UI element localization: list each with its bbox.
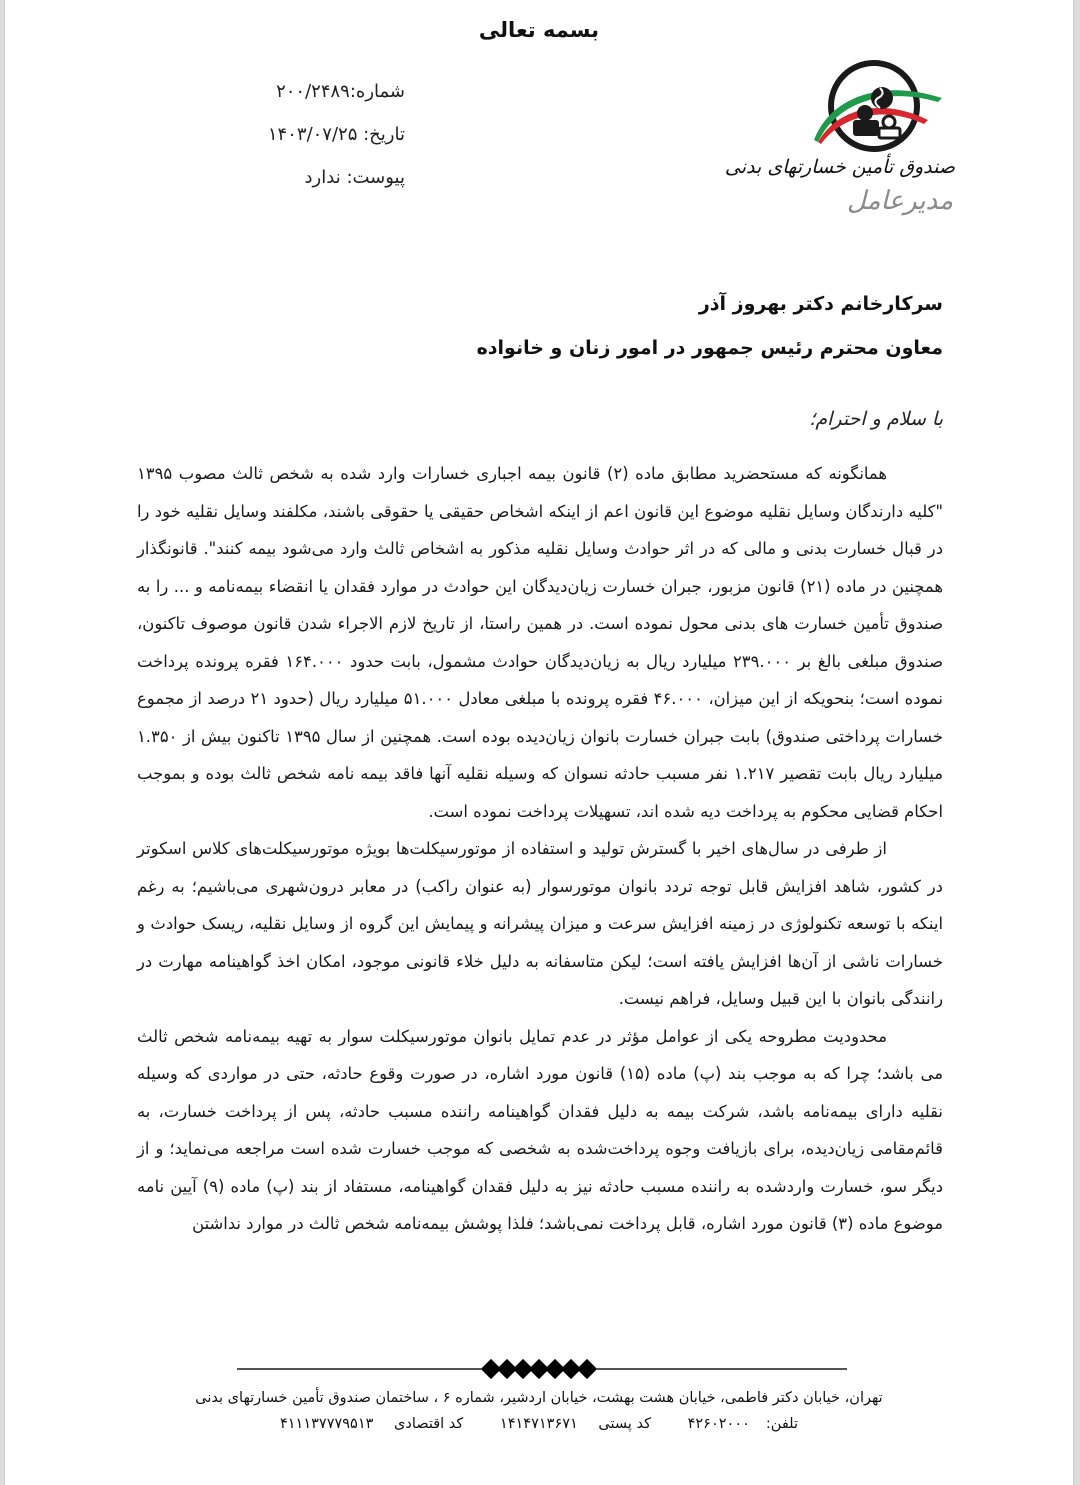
footer-contact (5, 1411, 1073, 1437)
phone-value: ۴۲۶۰۲۰۰۰ (687, 1416, 750, 1432)
body-paragraph-2: از طرفی در سال‌های اخیر با گسترش تولید و استفاده از موتورسیکلت‌ها بویژه موتورسیکلت‌های کلاس اسکوتر در کشور، شاهد افزایش قابل توجه تردد بانوان موتورسوار (به عنوان راکب) در معابر درون‌شهری می‌باشیم؛ به رغم اینکه با توسعه تکنولوژی در زمینه افزایش سرعت و میزان پیشرانه و پیمایش این گروه از وسایل نقلیه، ریسک حوادث و خسارات ناشی از آن‌ها افزایش یافته است؛ لیکن متاسفانه به دلیل خلاء قانونی موجود، امکان اخذ گواهینامه مهارت در رانندگی بانوان با این قبیل وسایل، فراهم نیست. (137, 839, 943, 1008)
letter-date-value: ۱۴۰۳/۰۷/۲۵ (267, 124, 358, 145)
letter-attachment (155, 156, 405, 199)
letter-number-value: ۲۰۰/۲۴۸۹ (276, 81, 350, 102)
org-emblem-icon (810, 58, 950, 154)
sender-title: مدیرعامل (846, 186, 954, 216)
greeting: با سلام و احترام؛ (809, 408, 943, 430)
postal-value: ۱۴۱۴۷۱۳۶۷۱ (499, 1416, 578, 1432)
postal-label: کد پستی (598, 1416, 651, 1432)
letter-page (4, 0, 1074, 1485)
footer-econ-code (272, 1416, 471, 1432)
letter-meta (155, 70, 405, 199)
econ-value: ۴۱۱۱۳۷۷۷۹۵۱۳ (279, 1416, 374, 1432)
letter-date-label: تاریخ: (363, 124, 405, 145)
body-paragraph-3: محدودیت مطروحه یکی از عوامل مؤثر در عدم تمایل بانوان موتورسیکلت سوار به تهیه بیمه‌نامه شخص ثالث می باشد؛ چرا که به موجب بند (پ) ماده (۱۵) قانون مورد اشاره، در صورت وقوع حادثه، حتی در مواردی که وسیله نقلیه دارای بیمه‌نامه باشد، شرکت بیمه به دلیل فقدان گواهینامه راننده مسبب حادثه، پس از پرداخت خسارت، به قائم‌مقامی زیان‌دیده، برای بازیافت وجوه پرداخت‌شده به شخصی که موجب خسارت شده است مراجعه می‌نماید؛ و از دیگر سو، خسارت واردشده به راننده مسبب حادثه نیز به دلیل فقدان گواهینامه، مستفاد از بند (پ) ماده (۹) آیین نامه موضوع ماده (۳) قانون مورد اشاره، قابل پرداخت نمی‌باشد؛ فلذا پوشش بیمه‌نامه شخص ثالث در موارد نداشتن (137, 1026, 943, 1233)
org-name: صندوق تأمین خسارتهای بدنی (724, 156, 955, 178)
econ-label: کد اقتصادی (394, 1416, 464, 1432)
letter-attachment-value: ندارد (304, 167, 341, 188)
recipient-position: معاون محترم رئیس جمهور در امور زنان و خانواده (476, 337, 943, 359)
bismillah-heading: بسمه تعالی (478, 18, 600, 42)
recipient-block (477, 282, 943, 370)
phone-label: تلفن: (765, 1416, 799, 1432)
diamond-icon (577, 1359, 597, 1379)
letter-body (137, 455, 943, 1243)
footer-address: تهران، خیابان دکتر فاطمی، خیابان هشت بهشت، خیابان اردشیر، شماره ۶ ، ساختمان صندوق تأمین خسارتهای بدنی (195, 1390, 883, 1406)
recipient-name: سرکارخانم دکتر بهروز آذر (698, 293, 943, 315)
footer-phone (680, 1416, 806, 1432)
body-paragraph-1: همانگونه که مستحضرید مطابق ماده (۲) قانون بیمه اجباری خسارات وارد شده به شخص ثالث مصوب ۱۳۹۵ "کلیه دارندگان وسایل نقلیه موضوع این قانون اعم از اینکه اشخاص حقیقی یا حقوقی باشند، مکلفند وسایل نقلیه خود را در قبال خسارت بدنی و مالی که در اثر حوادث وسایل نقلیه مذکور به اشخاص ثالث وارد می‌شود بیمه کنند". قانونگذار همچنین در ماده (۲۱) قانون مزبور، جبران خسارت زیان‌دیدگان این حوادث در موارد فقدان یا انقضاء بیمه‌نامه و ... را به صندوق تأمین خسارت های بدنی محول نموده است. در همین راستا، از تاریخ لازم الاجراء شدن قانون موصوف تاکنون، صندوق مبلغی بالغ بر ۲۳۹.۰۰۰ میلیارد ریال به زیان‌دیدگان حوادث مشمول، بابت حدود ۱۶۴.۰۰۰ فقره پرونده پرداخت نموده است؛ بنحویکه از این میزان، ۴۶.۰۰۰ فقره پرونده با مبلغی معادل ۵۱.۰۰۰ میلیارد ریال (حدود ۲۱ درصد از مجموع خسارات پرداختی صندوق) بابت جبران خسارت بانوان زیان‌دیده بوده است. همچنین از سال ۱۳۹۵ تاکنون بیش از ۱.۳۵۰ میلیارد ریال بابت تقصیر ۱.۲۱۷ نفر مسبب حادثه نسوان که وسیله نقلیه آنها فاقد بیمه نامه شخص ثالث بوده و بموجب احکام قضایی محکوم به پرداخت دیه شده اند، تسهیلات پرداخت نموده است. (137, 464, 943, 821)
footer-postal (492, 1416, 659, 1432)
letter-footer (5, 1385, 1073, 1437)
footer-ornament (481, 1356, 597, 1382)
letter-number-label: شماره: (349, 81, 405, 102)
letter-date (155, 113, 405, 156)
letter-number (155, 70, 405, 113)
org-logo (724, 58, 955, 268)
letter-attachment-label: پیوست: (346, 167, 405, 188)
